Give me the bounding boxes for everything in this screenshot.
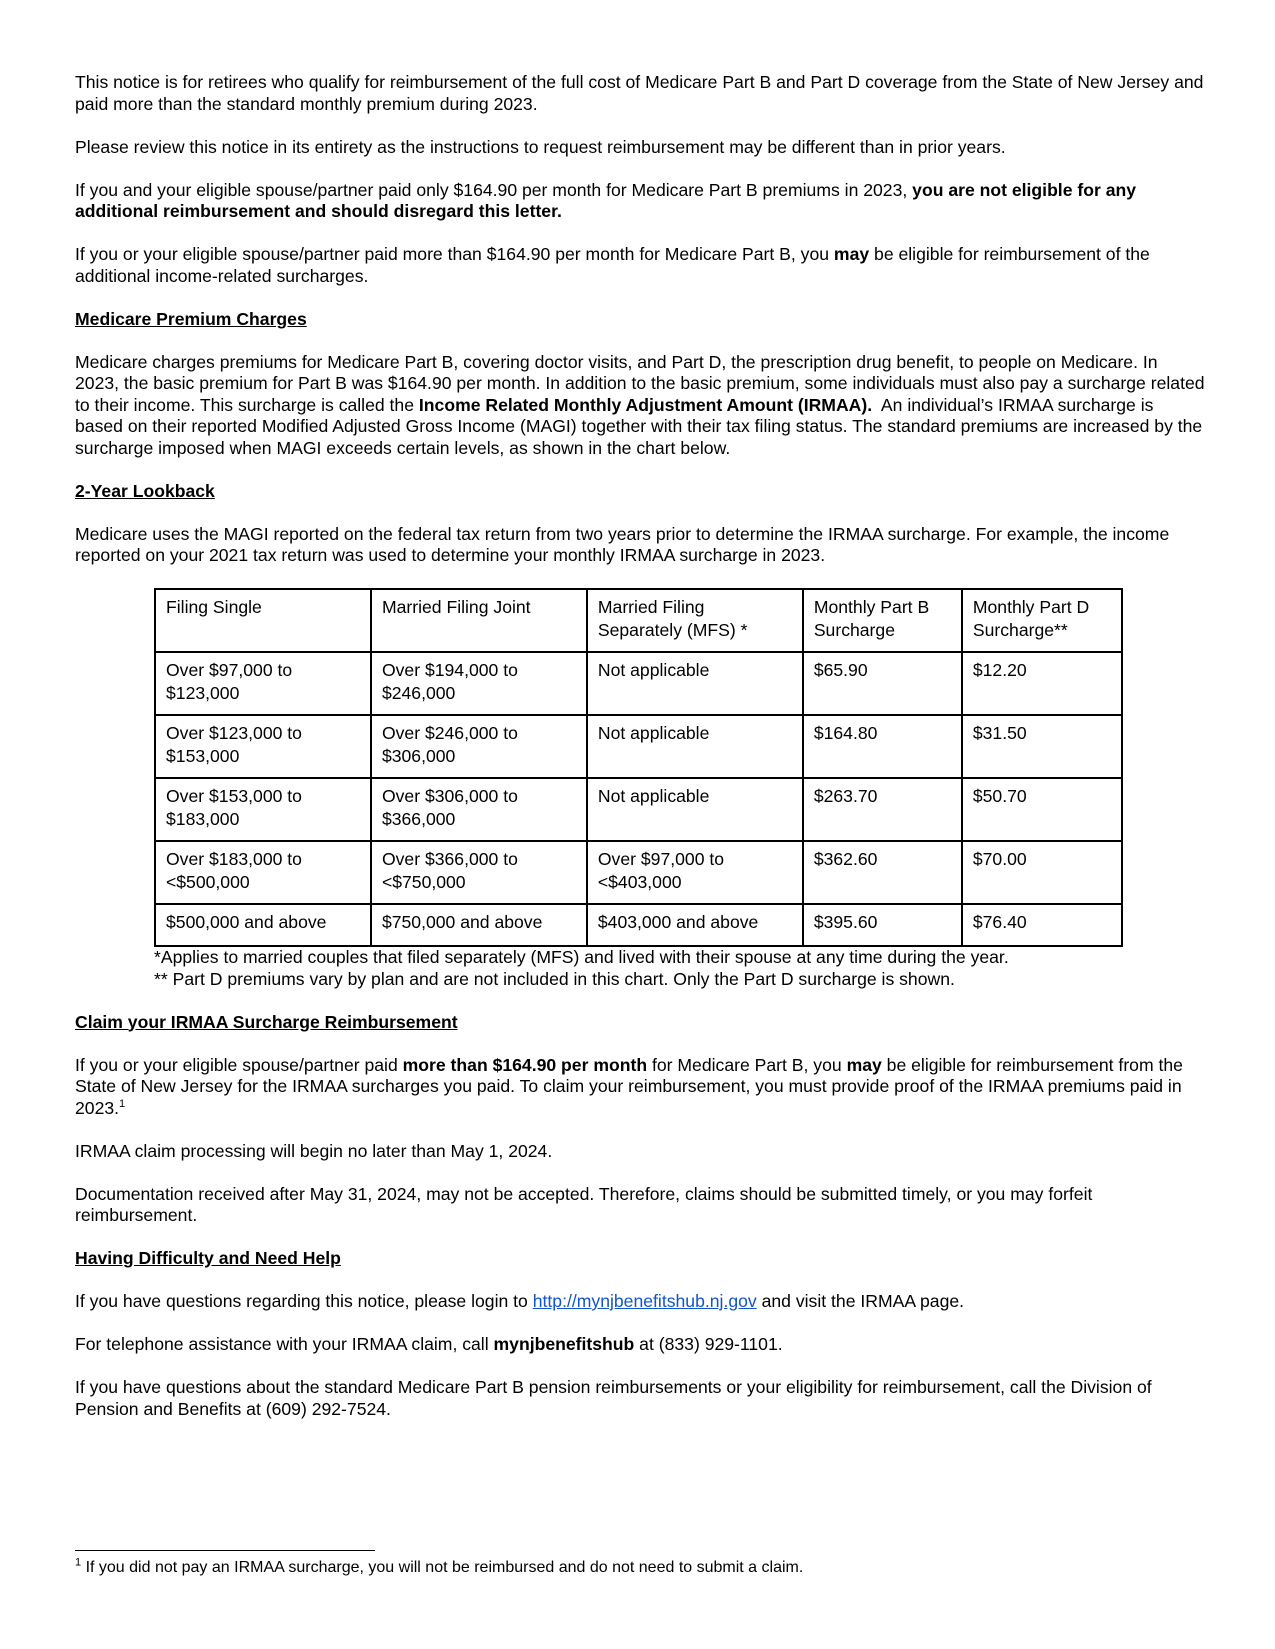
table-cell: Over $153,000 to $183,000 [155, 778, 371, 841]
premium-bold-irmaa: Income Related Monthly Adjustment Amount (IRMAA). [418, 394, 873, 415]
footnote-number: 1 [75, 1556, 82, 1569]
intro-paragraph-3 [75, 180, 1205, 223]
table-row [155, 841, 1122, 904]
claim-paragraph-1 [75, 1055, 1205, 1120]
footnote-reference[interactable]: 1 [119, 1097, 126, 1110]
help-p2-text-c: at (833) 929-1101. [634, 1334, 783, 1354]
claim-p1-text-e: be eligible for reimbursement from the State of New Jersey for the IRMAA surcharges you paid. To claim your reimbursement, you must provide proof of the IRMAA premiums paid in 2023. [75, 1054, 1183, 1118]
table-cell: $263.70 [803, 778, 962, 841]
help-p1-text-a: If you have questions regarding this notice, please login to [75, 1291, 533, 1311]
premium-text-a: Medicare charges premiums for Medicare Part B, covering doctor visits, and Part D, the prescription drug benefit, to people on Medicare. In 2023, the basic premium for Part B was $164.90 per month. In addition to the basic premium, some individuals must also pay a surcharge related to their income. This surcharge is called the [75, 351, 1205, 415]
premium-charges-heading: Medicare Premium Charges [75, 308, 307, 329]
intro-p4-text-a: If you or your eligible spouse/partner paid more than $164.90 per month for Medicare Part B, you [75, 244, 834, 264]
table-cell: $500,000 and above [155, 904, 371, 946]
footnote-divider [75, 1550, 375, 1551]
table-cell: Over $97,000 to <$403,000 [587, 841, 803, 904]
claim-paragraph-2: IRMAA claim processing will begin no later than May 1, 2024. [75, 1140, 553, 1161]
irmaa-table [154, 588, 1123, 947]
intro-paragraph-2: Please review this notice in its entirety as the instructions to request reimbursement may be different than in prior years. [75, 136, 1006, 157]
lookback-heading: 2-Year Lookback [75, 480, 215, 501]
intro-p4-text-c: be eligible for reimbursement of the additional income-related surcharges. [75, 244, 1150, 286]
intro-p4-bold: may [833, 244, 870, 264]
intro-p3-text: If you and your eligible spouse/partner paid only $164.90 per month for Medicare Part B premiums in 2023, [75, 179, 913, 200]
table-cell: $70.00 [962, 841, 1122, 904]
table-cell: $395.60 [803, 904, 962, 946]
help-heading: Having Difficulty and Need Help [75, 1248, 341, 1268]
help-p1-text-b: and visit the IRMAA page. [756, 1291, 965, 1311]
table-note-part-d: ** Part D premiums vary by plan and are not included in this chart. Only the Part D surcharge is shown. [154, 968, 955, 989]
table-cell: Over $366,000 to <$750,000 [371, 841, 587, 904]
table-cell: Over $246,000 to $306,000 [371, 715, 587, 778]
help-paragraph-3: If you have questions about the standard Medicare Part B pension reimbursements or your eligibility for reimbursement, call the Division of Pension and Benefits at (609) 292-7524. [75, 1377, 1152, 1419]
intro-paragraph-1: This notice is for retirees who qualify for reimbursement of the full cost of Medicare Part B and Part D coverage from the State of New Jersey and paid more than the standard monthly premium during 2023. [75, 72, 1204, 114]
benefits-hub-link[interactable]: http://mynjbenefitshub.nj.gov [532, 1291, 757, 1311]
table-cell: Over $306,000 to $366,000 [371, 778, 587, 841]
claim-p1-text-a: If you or your eligible spouse/partner paid [75, 1054, 403, 1075]
claim-p1-text-c: for Medicare Part B, you [647, 1054, 847, 1075]
table-note-mfs: *Applies to married couples that filed separately (MFS) and lived with their spouse at any time during the year. [154, 947, 1009, 967]
table-cell: $403,000 and above [587, 904, 803, 946]
premium-text-c: An individual’s IRMAA surcharge is based on their reported Modified Adjusted Gross Income (MAGI) together with their tax filing status. The standard premiums are increased by the surcharge imposed when MAGI exceeds certain levels, as shown in the chart below. [75, 394, 1208, 458]
claim-p1-bold-amount: more than $164.90 per month [402, 1054, 648, 1075]
footnote [75, 1558, 1205, 1578]
help-p2-text-a: For telephone assistance with your IRMAA claim, call [75, 1334, 494, 1354]
help-paragraph-2 [75, 1334, 1205, 1356]
table-cell: $31.50 [962, 715, 1122, 778]
table-cell: Over $194,000 to $246,000 [371, 652, 587, 715]
help-paragraph-1 [75, 1291, 1205, 1313]
table-header-cell: Monthly Part B Surcharge [803, 589, 962, 652]
claim-p1-bold-may: may [846, 1054, 882, 1075]
intro-p3-bold: you are not eligible for any additional reimbursement and should disregard this letter. [75, 179, 1137, 221]
lookback-paragraph: Medicare uses the MAGI reported on the federal tax return from two years prior to determine the IRMAA surcharge. For example, the income reported on your 2021 tax return was used to determine your monthly IRMAA surcharge in 2023. [75, 523, 1170, 565]
table-cell: $76.40 [962, 904, 1122, 946]
table-header-cell: Married Filing Joint [371, 589, 587, 652]
table-cell: $362.60 [803, 841, 962, 904]
document-body [75, 72, 1208, 1442]
table-cell: Not applicable [587, 652, 803, 715]
table-cell: Over $123,000 to $153,000 [155, 715, 371, 778]
table-row [155, 715, 1122, 778]
table-cell: Not applicable [587, 715, 803, 778]
table-cell: Over $97,000 to $123,000 [155, 652, 371, 715]
table-header-cell: Filing Single [155, 589, 371, 652]
table-cell: $164.80 [803, 715, 962, 778]
table-cell: Not applicable [587, 778, 803, 841]
table-header-row [155, 589, 1122, 652]
table-cell: $65.90 [803, 652, 962, 715]
table-cell: $50.70 [962, 778, 1122, 841]
table-header-cell: Married Filing Separately (MFS) * [587, 589, 803, 652]
table-cell: $750,000 and above [371, 904, 587, 946]
table-row [155, 652, 1122, 715]
table-row [155, 904, 1122, 946]
table-cell: Over $183,000 to <$500,000 [155, 841, 371, 904]
table-notes [154, 947, 1205, 990]
help-p2-bold: mynjbenefitshub [493, 1334, 635, 1354]
footnote-text: If you did not pay an IRMAA surcharge, you will not be reimbursed and do not need to submit a claim. [81, 1559, 804, 1576]
claim-heading: Claim your IRMAA Surcharge Reimbursement [75, 1011, 458, 1032]
table-cell: $12.20 [962, 652, 1122, 715]
table-header-cell: Monthly Part D Surcharge** [962, 589, 1122, 652]
premium-charges-paragraph [75, 351, 1208, 460]
intro-paragraph-4 [75, 244, 1205, 287]
claim-paragraph-3: Documentation received after May 31, 2024, may not be accepted. Therefore, claims should be submitted timely, or you may forfeit reimbursement. [75, 1183, 1093, 1225]
table-row [155, 778, 1122, 841]
